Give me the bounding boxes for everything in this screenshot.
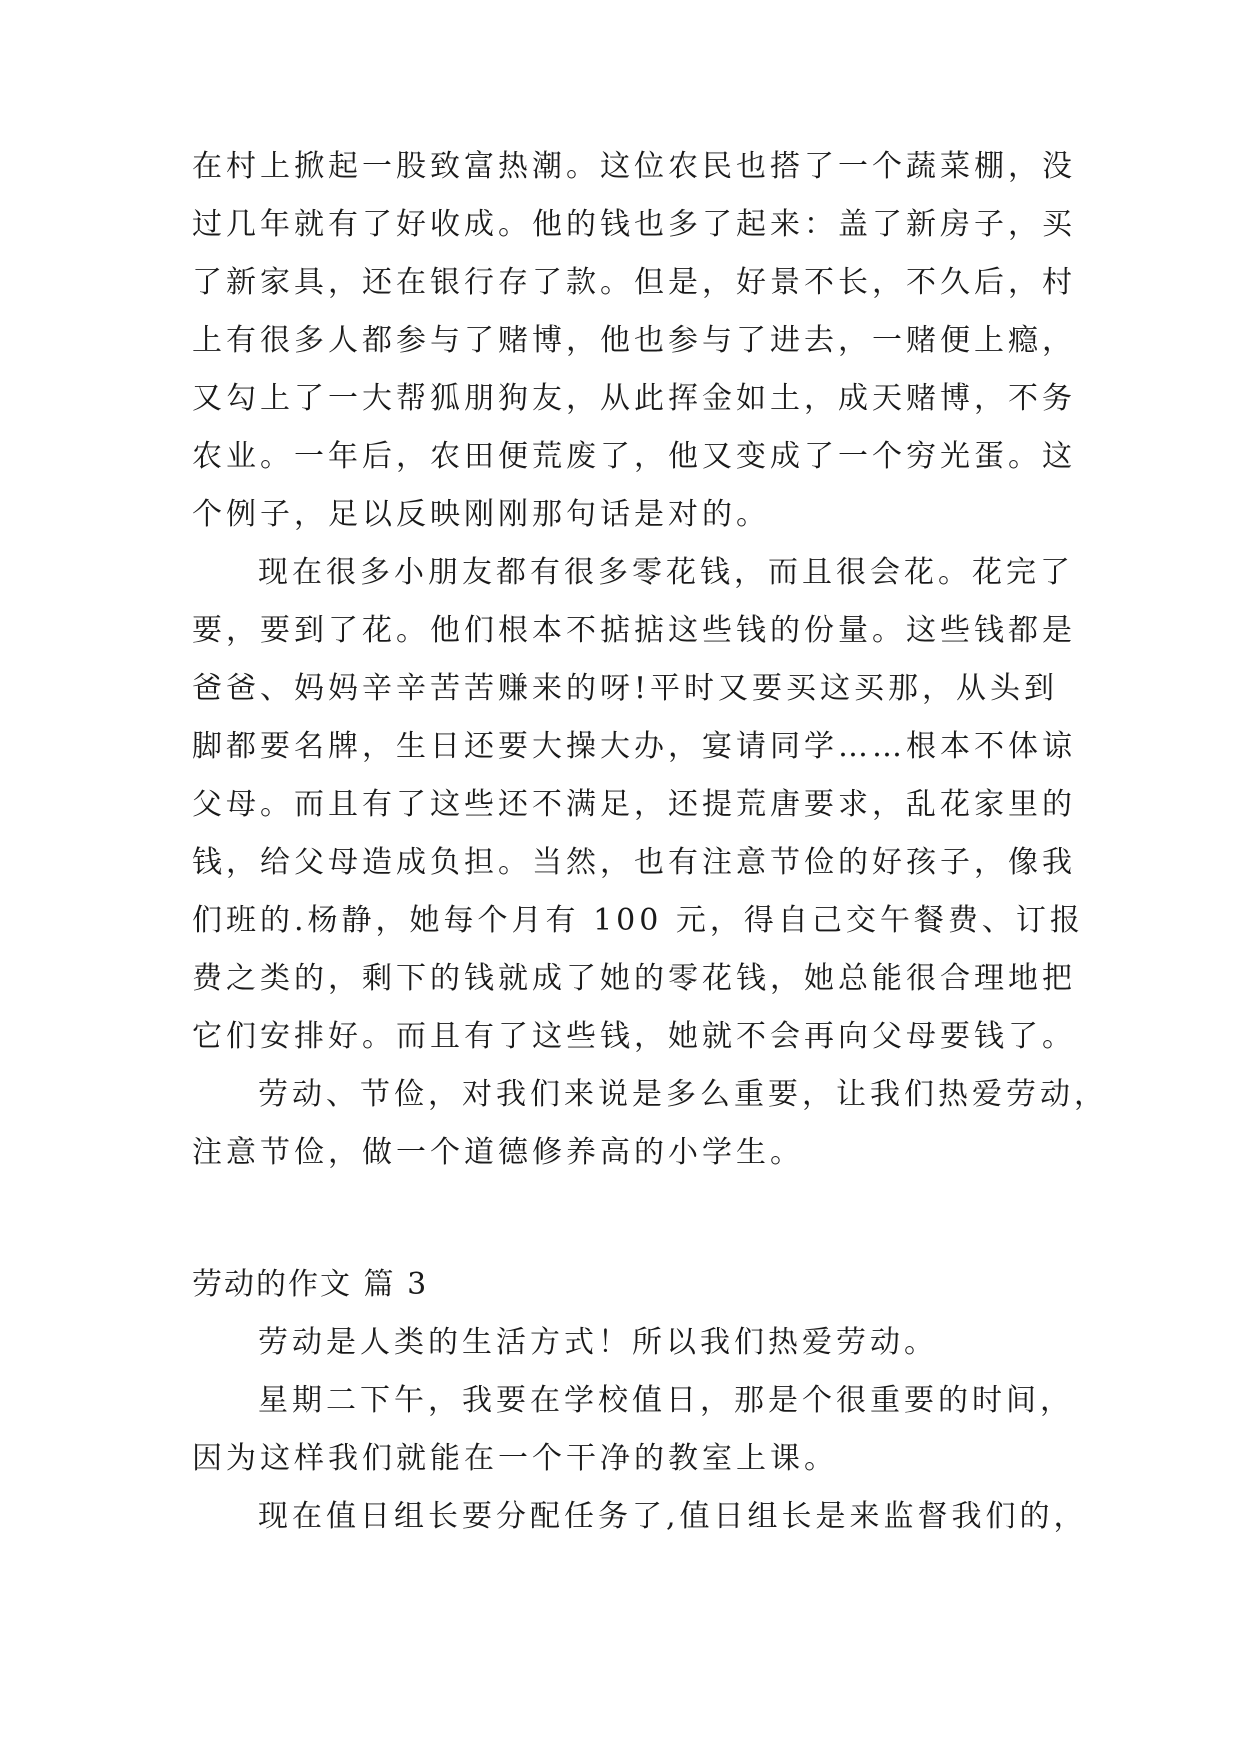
text-line: 在村上掀起一股致富热潮。这位农民也搭了一个蔬菜棚，没 — [192, 149, 1076, 184]
text-line: 它们安排好。而且有了这些钱，她就不会再向父母要钱了。 — [192, 1019, 1076, 1054]
text-line: 农业。一年后，农田便荒废了，他又变成了一个穷光蛋。这 — [192, 439, 1076, 474]
text-line: 父母。而且有了这些还不满足，还提荒唐要求，乱花家里的 — [192, 787, 1076, 822]
paragraph-start-line: 劳动是人类的生活方式！所以我们热爱劳动。 — [258, 1325, 938, 1360]
essay-body-part-2 — [192, 1256, 1088, 1546]
paragraph-start-line: 星期二下午，我要在学校值日，那是个很重要的时间， — [258, 1383, 1074, 1418]
text-line: 个例子，足以反映刚刚那句话是对的。 — [192, 497, 770, 532]
text-line: 注意节俭，做一个道德修养高的小学生。 — [192, 1135, 804, 1170]
paragraph-start-line: 现在很多小朋友都有很多零花钱，而且很会花。花完了 — [258, 555, 1074, 590]
text-line: 因为这样我们就能在一个干净的教室上课。 — [192, 1441, 838, 1476]
text-line: 了新家具，还在银行存了款。但是，好景不长，不久后，村 — [192, 265, 1076, 300]
text-line: 爸爸、妈妈辛辛苦苦赚来的呀!平时又要买这买那，从头到 — [192, 671, 1059, 706]
paragraph-start-line: 劳动、节俭，对我们来说是多么重要，让我们热爱劳动， — [258, 1077, 1108, 1112]
text-line: 费之类的，剩下的钱就成了她的零花钱，她总能很合理地把 — [192, 961, 1076, 996]
text-line: 们班的.杨静，她每个月有 100 元，得自己交午餐费、订报 — [192, 903, 1084, 938]
paragraph-start-line: 现在值日组长要分配任务了,值日组长是来监督我们的， — [258, 1499, 1088, 1534]
text-line: 又勾上了一大帮狐朋狗友，从此挥金如土，成天赌博，不务 — [192, 381, 1076, 416]
text-line: 要，要到了花。他们根本不掂掂这些钱的份量。这些钱都是 — [192, 613, 1076, 648]
text-line: 脚都要名牌，生日还要大操大办，宴请同学……根本不体谅 — [192, 729, 1076, 764]
text-line: 上有很多人都参与了赌博，他也参与了进去，一赌便上瘾， — [192, 323, 1076, 358]
text-line: 过几年就有了好收成。他的钱也多了起来：盖了新房子，买 — [192, 207, 1076, 242]
essay-body-part-1 — [192, 138, 1108, 1182]
essay-heading: 劳动的作文 篇 3 — [192, 1267, 429, 1302]
text-line: 钱，给父母造成负担。当然，也有注意节俭的好孩子，像我 — [192, 845, 1076, 880]
